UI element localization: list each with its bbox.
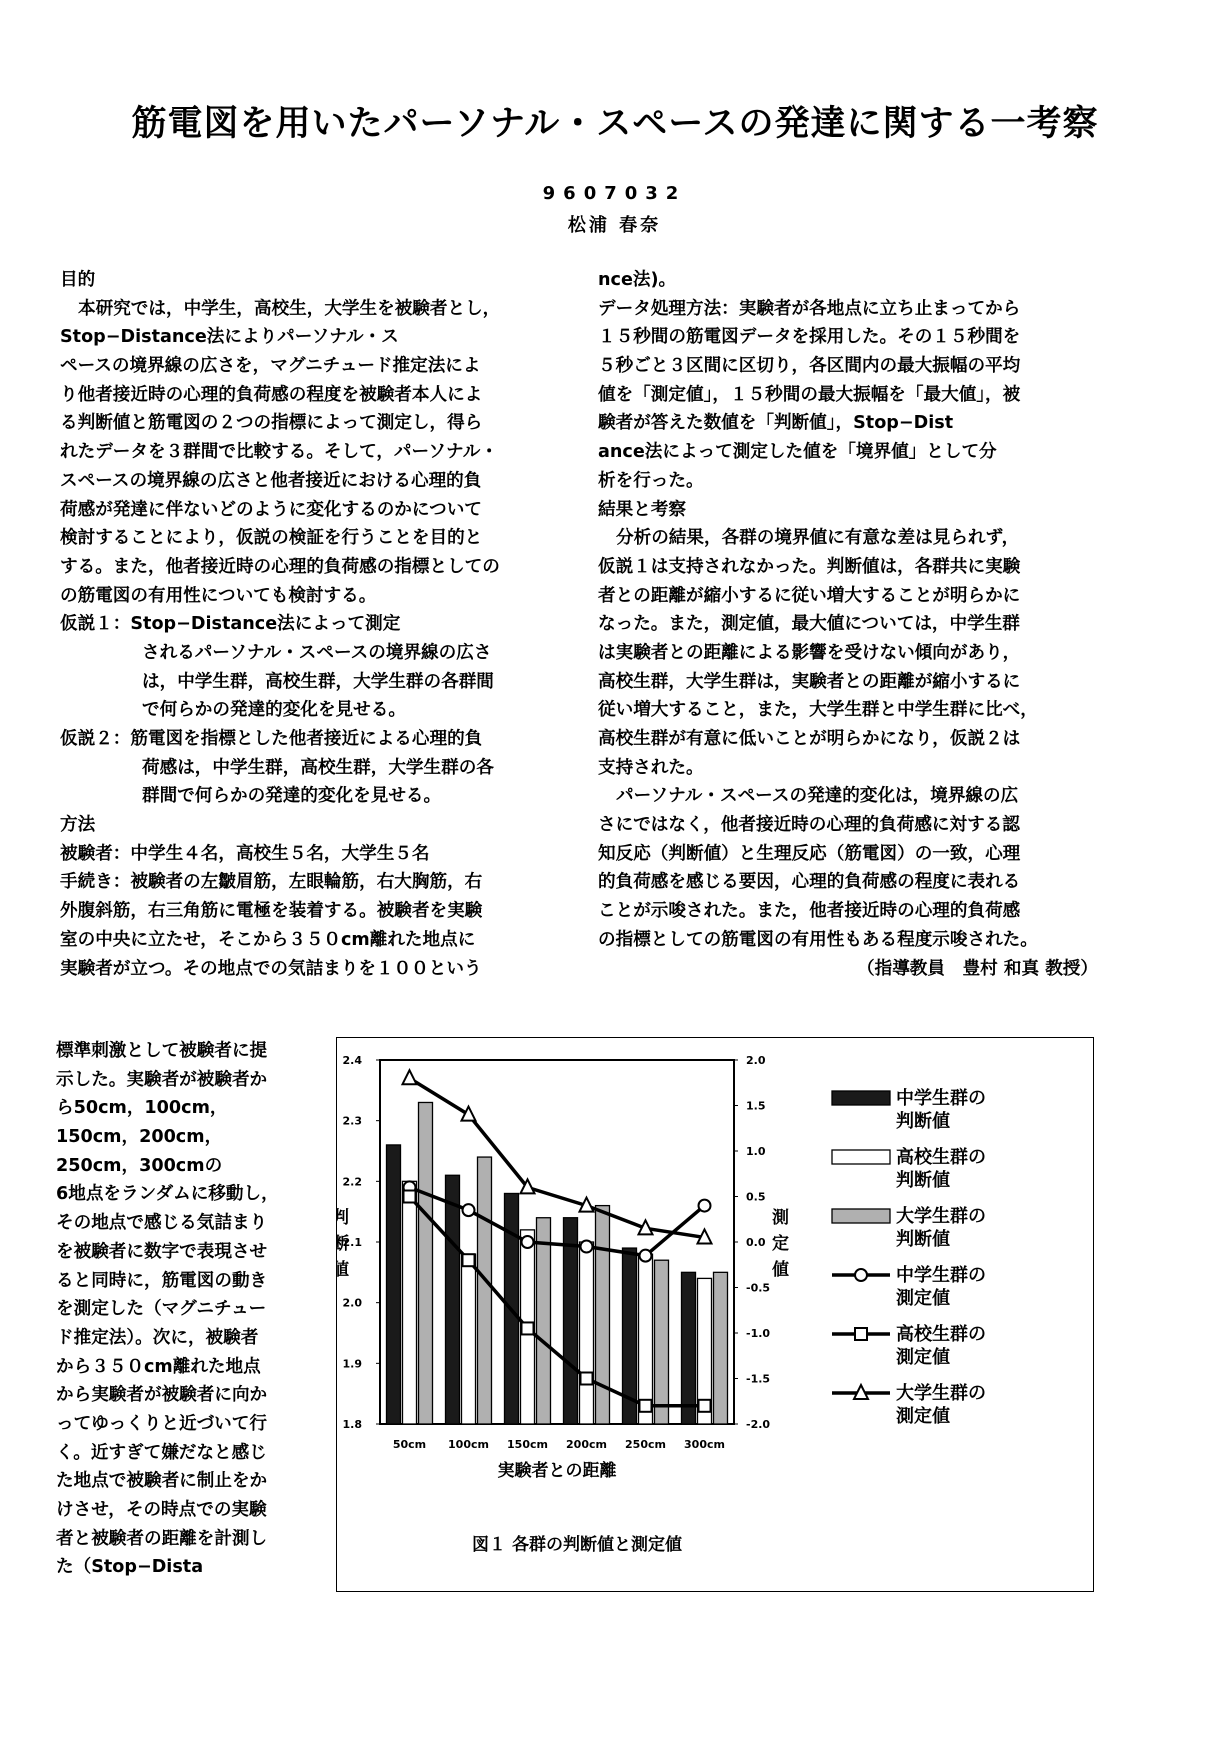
text-line: は実験者との距離による影響を受けない傾向があり， (598, 642, 1021, 663)
point-circle (640, 1250, 652, 1262)
section-heading: 結果と考察 (598, 499, 686, 520)
point-circle (522, 1236, 534, 1248)
text-line: 室の中央に立たせ，そこから３５０cm離れた地点に (60, 929, 476, 950)
text-line: た（Stop−Dista (56, 1557, 204, 1578)
point-square (640, 1400, 652, 1412)
text-line: １５秒間の筋電図データを採用した。その１５秒間を (598, 327, 1021, 348)
x-tick-label: 100cm (448, 1438, 489, 1451)
bar (596, 1206, 610, 1424)
text-line: から３５０cm離れた地点 (56, 1356, 261, 1377)
right-column (598, 266, 1110, 983)
bar (580, 1242, 594, 1424)
y2-tick-label: -0.5 (746, 1281, 771, 1295)
section-heading: 方法 (60, 815, 96, 836)
text-line: の指標としての筋電図の有用性もある程度示唆された。 (598, 929, 1038, 950)
text-line: 本研究では，中学生，高校生，大学生を被験者とし， (78, 298, 501, 319)
text-line: パーソナル・スペースの発達的変化は，境界線の広 (616, 786, 1019, 807)
y2-tick-label: -2.0 (746, 1418, 771, 1431)
text-line: 仮説２：筋電図を指標とした他者接近による心理的負 (60, 729, 483, 749)
y2-tick-label: -1.0 (746, 1327, 771, 1340)
bar (419, 1102, 433, 1424)
bar (714, 1272, 728, 1424)
text-line: た地点で被験者に制止をか (56, 1471, 268, 1492)
legend-marker (855, 1328, 867, 1340)
bar (387, 1145, 401, 1424)
legend-label: 高校生群の (896, 1324, 986, 1345)
text-line: 外腹斜筋，右三角筋に電極を装着する。被験者を実験 (60, 901, 483, 922)
y-tick-label: 2.0 (342, 1296, 362, 1310)
bar (462, 1254, 476, 1424)
text-line: 従い増大すること，また，大学生群と中学生群に比べ， (598, 700, 1038, 721)
legend-label: 中学生群の (896, 1265, 986, 1286)
text-line: る判断値と筋電図の２つの指標によって測定し，得ら (60, 413, 483, 434)
bar (655, 1260, 669, 1424)
text-line: で何らかの発達的変化を見せる。 (142, 700, 406, 721)
text-line: 150cm，200cm， (56, 1127, 223, 1148)
text-line: ってゆっくりと近づいて行 (56, 1413, 267, 1434)
text-line: スペースの境界線の広さと他者接近における心理的負 (60, 470, 482, 491)
text-line: 者と被験者の距離を計測し (56, 1528, 268, 1549)
text-line: を被験者に数字で表現させ (56, 1241, 268, 1262)
point-square (581, 1373, 593, 1385)
x-tick-label: 250cm (625, 1438, 666, 1451)
text-line: 仮説１：Stop−Distance法によって測定 (60, 614, 401, 635)
figure-caption: 図１ 各群の判断値と測定値 (472, 1535, 682, 1555)
legend-swatch (832, 1091, 890, 1105)
text-line: 荷感は，中学生群，高校生群，大学生群の各 (142, 757, 494, 778)
text-line: されるパーソナル・スペースの境界線の広さ (142, 642, 492, 663)
text-line: さにではなく，他者接近時の心理的負荷感に対する認 (598, 815, 1020, 836)
text-line: 分析の結果，各群の境界値に有意な差は見られず， (616, 528, 1020, 549)
text-line: 値を「測定値」，１５秒間の最大振幅を「最大値」，被 (598, 384, 1021, 405)
text-line: の筋電図の有用性についても検討する。 (60, 585, 377, 606)
text-line: 析を行った。 (598, 470, 704, 491)
text-line: データ処理方法：実験者が各地点に立ち止まってから (598, 298, 1021, 319)
legend-swatch (832, 1150, 890, 1164)
text-line: 高校生群，大学生群は，実験者との距離が縮小するに (598, 671, 1021, 692)
text-line: 仮説１は支持されなかった。判断値は，各群共に実験 (598, 556, 1021, 577)
bar (403, 1181, 417, 1424)
text-line: く。近すぎて嫌だなと感じ (56, 1442, 267, 1463)
text-line: その地点で感じる気詰まり (56, 1213, 268, 1234)
legend-marker (855, 1269, 867, 1281)
text-line: する。また，他者接近時の心理的負荷感の指標としての (60, 556, 500, 577)
point-triangle (403, 1070, 417, 1084)
text-line: 手続き：被験者の左皺眉筋，左眼輪筋，右大胸筋，右 (60, 872, 483, 893)
legend-label: 中学生群の (896, 1088, 986, 1109)
y2-tick-label: 0.0 (746, 1236, 766, 1249)
y-axis-label-char: 値 (337, 1260, 349, 1280)
text-line: 6地点をランダムに移動し， (56, 1184, 279, 1205)
legend-label: 測定値 (896, 1406, 950, 1427)
text-line: 示した。実験者が被験者か (56, 1069, 268, 1090)
text-line: 知反応（判断値）と生理反応（筋電図）の一致，心理 (598, 843, 1021, 864)
y-tick-label: 2.1 (342, 1236, 362, 1249)
text-line: り他者接近時の心理的負荷感の程度を被験者本人によ (60, 384, 483, 405)
text-line: ance法によって測定した値を「境界値」として分 (598, 442, 997, 463)
point-square (404, 1191, 416, 1203)
text-line: 者との距離が縮小するに従い増大することが明らかに (598, 585, 1021, 606)
text-line: 被験者：中学生４名，高校生５名，大学生５名 (60, 843, 430, 864)
text-line: 実験者が立つ。その地点での気詰まりを１００という (60, 958, 482, 979)
y-tick-label: 2.3 (342, 1114, 362, 1128)
paper-title: 筋電図を用いたパーソナル・スペースの発達に関する一考察 (131, 104, 1099, 144)
legend-label: 判断値 (896, 1229, 950, 1250)
y-tick-label: 2.2 (342, 1175, 362, 1189)
text-line: 高校生群が有意に低いことが明らかになり，仮説２は (598, 729, 1021, 749)
text-line: なった。また，測定値，最大値については，中学生群 (598, 614, 1020, 635)
x-tick-label: 150cm (507, 1438, 548, 1451)
y2-axis-label-char: 定 (772, 1234, 789, 1254)
text-line: 的負荷感を感じる要因，心理的負荷感の程度に表れる (598, 872, 1021, 893)
legend-label: 高校生群の (896, 1147, 986, 1168)
text-line: けさせ，その時点での実験 (56, 1500, 267, 1520)
figure-1 (336, 1037, 1094, 1592)
y2-tick-label: 1.5 (746, 1099, 766, 1113)
text-line: 群間で何らかの発達的変化を見せる。 (142, 786, 442, 807)
section-heading: 目的 (60, 270, 96, 290)
student-id: 9607032 (542, 183, 687, 204)
bar (682, 1272, 696, 1424)
text-line: ペースの境界線の広さを，マグニチュード推定法によ (60, 356, 481, 377)
bar (537, 1218, 551, 1424)
legend-label: 測定値 (896, 1347, 950, 1368)
point-circle (581, 1241, 593, 1253)
author-name: 松浦 春奈 (567, 215, 662, 236)
text-line: 250cm，300cmの (56, 1155, 223, 1176)
text-line: ると同時に，筋電図の動き (56, 1270, 268, 1291)
text-line: ら50cm，100cm， (56, 1098, 228, 1119)
text-line: 標準刺激として被験者に提 (56, 1041, 268, 1061)
x-axis-label: 実験者との距離 (497, 1461, 617, 1481)
text-line: Stop−Distance法によりパーソナル・ス (60, 327, 399, 348)
y2-tick-label: 0.5 (746, 1190, 766, 1204)
text-line: は，中学生群，高校生群，大学生群の各群間 (142, 671, 494, 692)
point-square (699, 1400, 711, 1412)
text-line: 検討することにより，仮説の検証を行うことを目的と (60, 528, 483, 549)
text-line: を測定した（マグニチュー (56, 1299, 267, 1320)
y2-tick-label: -1.5 (746, 1372, 771, 1386)
y-tick-label: 2.4 (342, 1054, 362, 1067)
point-square (522, 1322, 534, 1334)
point-square (463, 1254, 475, 1266)
text-line: nce法)。 (598, 270, 677, 290)
y-tick-label: 1.9 (342, 1357, 362, 1371)
left-column (60, 266, 560, 983)
bar (564, 1218, 578, 1424)
narrow-column (56, 1037, 326, 1582)
x-tick-label: 300cm (684, 1438, 725, 1451)
bar (478, 1157, 492, 1424)
text-line: （指導教員 豊村 和真 教授） (857, 958, 1098, 979)
legend-label: 判断値 (896, 1170, 950, 1191)
point-circle (699, 1200, 711, 1212)
text-line: ことが示唆された。また，他者接近時の心理的負荷感 (598, 901, 1021, 922)
text-line: ド推定法）。次に，被験者 (56, 1327, 259, 1348)
text-line: 験者が答えた数値を「判断値」，Stop−Dist (598, 413, 954, 434)
bar (639, 1254, 653, 1424)
x-tick-label: 50cm (392, 1438, 427, 1451)
y2-tick-label: 1.0 (746, 1145, 766, 1158)
text-line: から実験者が被験者に向か (56, 1385, 268, 1406)
y-axis-label-char: 判 (337, 1208, 349, 1228)
y2-axis-label-char: 測 (772, 1208, 789, 1228)
y2-axis-label-char: 値 (772, 1260, 789, 1280)
legend-label: 測定値 (896, 1288, 950, 1309)
y2-tick-label: 2.0 (746, 1054, 766, 1067)
text-line: ５秒ごと３区間に区切り，各区間内の最大振幅の平均 (598, 356, 1021, 377)
legend-label: 大学生群の (896, 1206, 986, 1227)
x-tick-label: 200cm (566, 1438, 607, 1451)
legend-swatch (832, 1209, 890, 1223)
legend-label: 大学生群の (896, 1383, 986, 1404)
legend-label: 判断値 (896, 1111, 950, 1132)
y-axis-label-char: 断 (337, 1234, 349, 1254)
bar (446, 1175, 460, 1424)
text-line: れたデータを３群間で比較する。そして，パーソナル・ (60, 442, 498, 463)
chart (337, 1038, 1092, 1590)
y-tick-label: 1.8 (342, 1418, 362, 1431)
text-line: 支持された。 (598, 757, 704, 778)
point-circle (463, 1204, 475, 1216)
text-line: 荷感が発達に伴ないどのように変化するのかについて (60, 499, 482, 520)
